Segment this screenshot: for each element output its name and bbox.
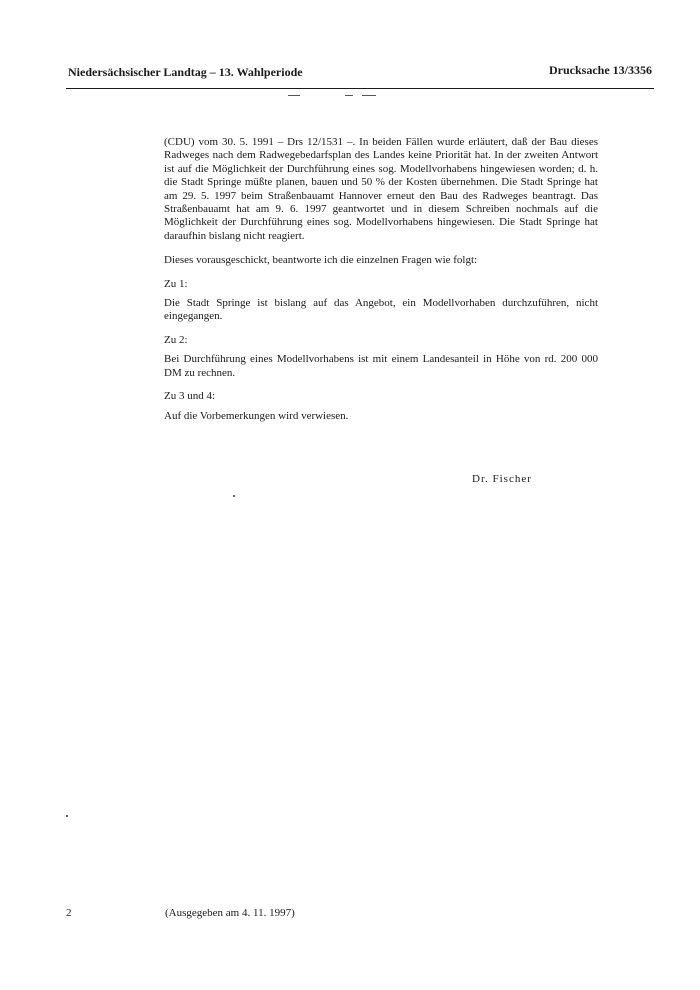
answer-text-2: Bei Durchführung eines Modellvorhabens ist mit einem Landesanteil in Höhe von rd. 200 000 DM zu rechnen. (164, 353, 598, 379)
intro-paragraph: (CDU) vom 30. 5. 1991 – Drs 12/1531 –. In beiden Fällen wurde erläutert, daß der Bau dieses Radweges nach dem Radwegebedarfsplan des Landes keine Priorität hat. In der zweiten Antwort ist auf die Möglichkeit der Durchführung eines sog. Modellvorhabens hingewiesen worden; d. h. die Stadt Springe müßte planen, bauen und 50 % der Kosten übernehmen. Die Stadt Springe hat am 29. 5. 1997 beim Straßenbauamt Hannover erneut den Bau des Radweges beantragt. Das Straßenbauamt hat am 9. 6. 1997 geantwortet und in diesem Schreiben nochmals auf die Möglichkeit der Durchführung eines sog. Modellvorhabens hingewiesen. Die Stadt Springe hat daraufhin bislang nicht reagiert. (164, 136, 598, 242)
header-title: Niedersächsischer Landtag – 13. Wahlperiode (68, 65, 303, 79)
answer-text-1: Die Stadt Springe ist bislang auf das Angebot, ein Modellvorhaben durchzuführen, nicht eingegangen. (164, 297, 598, 323)
document-number: Drucksache 13/3356 (549, 63, 652, 77)
answer-text-3: Auf die Vorbemerkungen wird verwiesen. (164, 409, 349, 422)
scan-speck (345, 95, 353, 96)
header-divider (66, 88, 654, 89)
transition-paragraph: Dieses vorausgeschickt, beantworte ich die einzelnen Fragen wie folgt: (164, 254, 478, 267)
page-number: 2 (66, 907, 72, 919)
document-body (164, 136, 598, 423)
answer-heading-2: Zu 2: (164, 333, 188, 346)
scan-dot (233, 495, 235, 497)
answer-heading-3: Zu 3 und 4: (164, 390, 216, 403)
issue-date: (Ausgegeben am 4. 11. 1997) (165, 907, 295, 919)
answer-heading-1: Zu 1: (164, 277, 188, 290)
scan-dot (66, 815, 68, 817)
signature: Dr. Fischer (472, 473, 532, 485)
scan-speck (362, 95, 376, 96)
scan-speck (288, 95, 300, 96)
